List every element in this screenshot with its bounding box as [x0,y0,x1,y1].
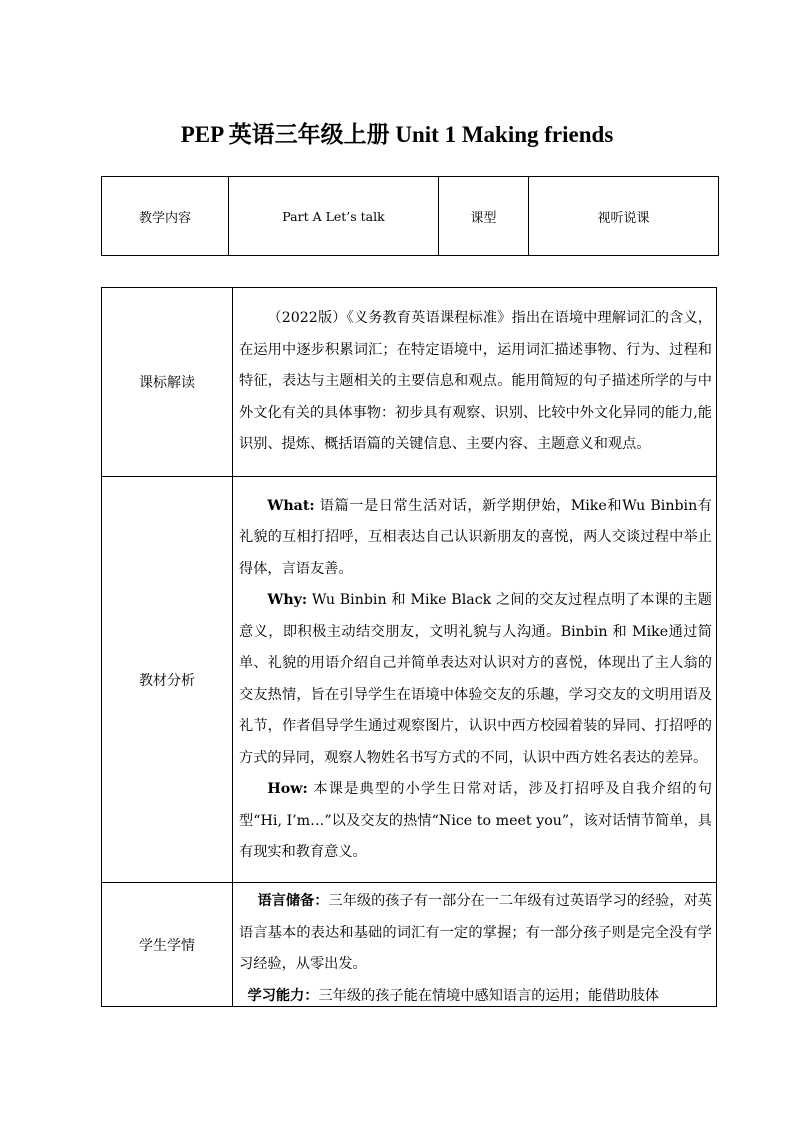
what-paragraph [239,491,712,586]
standards-label: 课标解读 [102,288,233,477]
what-label: What: [267,497,315,514]
language-paragraph [239,886,712,981]
analysis-content [233,477,717,883]
students-row [102,883,717,1007]
document-title: PEP 英语三年级上册 Unit 1 Making friends [180,122,614,147]
analysis-table [101,287,717,1007]
language-text: 三年级的孩子有一部分在一二年级有过英语学习的经验，对英语言基本的表达和基础的词汇有一定的掌握；有一部分孩子则是完全没有学习经验，从零出发。 [239,893,712,972]
analysis-row [102,477,717,883]
students-label: 学生学情 [102,883,233,1007]
why-text: Wu Binbin 和 Mike Black 之间的交友过程点明了本课的主题意义，即积极主动结交朋友，文明礼貌与人沟通。Binbin 和 Mike通过简单、礼貌的用语介绍自己并简单表达对认识对方的喜悦，体现出了主人翁的交友热情，旨在引导学生在语境中体验交友的乐趣，学习交友的文明用语及礼节，作者倡导学生通过观察图片，认识中西方校园着装的异同、打招呼的方式的异同，观察人物姓名书写方式的不同，认识中西方姓名表达的差异。 [239,592,712,766]
why-label: Why: [267,592,308,608]
type-label: 课型 [439,177,529,256]
standards-content [233,288,717,477]
analysis-label: 教材分析 [102,477,233,883]
how-text: 本课是典型的小学生日常对话，涉及打招呼及自我介绍的句型“Hi, I’m…”以及交友的热情“Nice to meet you”，该对话情节简单，具有现实和教育意义。 [239,781,712,860]
how-label: How: [267,781,308,797]
what-text: 语篇一是日常生活对话，新学期伊始，Mike和Wu Binbin有礼貌的互相打招呼，互相表达自己认识新朋友的喜悦，两人交谈过程中举止得体，言语友善。 [239,497,712,577]
ability-label: 学习能力： [247,987,319,1004]
type-value: 视听说课 [529,177,719,256]
how-paragraph [239,774,712,869]
students-content [233,883,717,1007]
ability-paragraph [239,981,712,1005]
content-value: Part A Let’s talk [229,177,439,256]
standards-row [102,288,717,477]
ability-text: 三年级的孩子能在情境中感知语言的运用；能借助肢体 [318,987,659,1004]
lesson-info-table [101,176,719,256]
why-paragraph [239,585,712,774]
content-label: 教学内容 [102,177,229,256]
standards-text: （2022版）《义务教育英语课程标准》指出在语境中理解词汇的含义，在运用中逐步积累词汇；在特定语境中，运用词汇描述事物、行为、过程和特征，表达与主题相关的主要信息和观点。能用简短的句子描述所学的与中外文化有关的具体事物：初步具有观察、识别、比较中外文化异同的能力,能识别、提炼、概括语篇的关键信息、主要内容、主题意义和观点。 [239,310,712,453]
language-label: 语言储备： [257,893,329,909]
